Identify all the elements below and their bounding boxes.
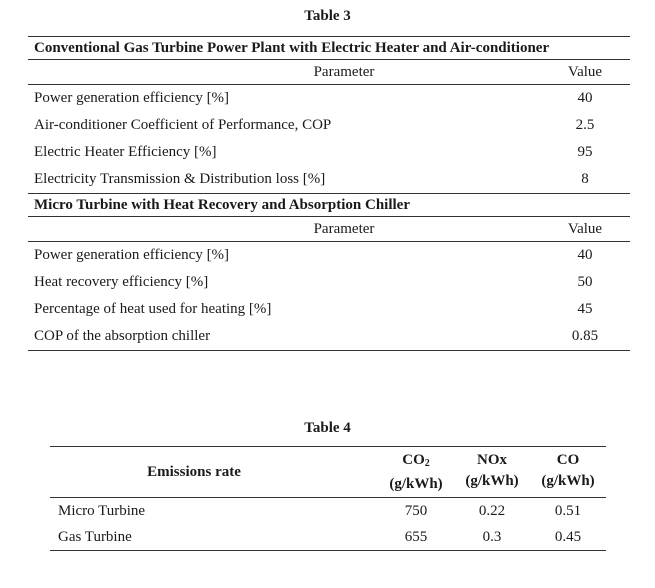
value-header: Value	[567, 220, 603, 237]
parameter-cell: COP of the absorption chiller	[34, 328, 211, 344]
table-row	[50, 498, 606, 524]
column-header-co2	[378, 447, 454, 497]
value-cell: 95	[577, 144, 593, 160]
emissions-rate-header: Emissions rate	[147, 463, 241, 480]
subscript: 2	[424, 458, 430, 469]
table-row	[28, 323, 630, 350]
value-header: Value	[567, 63, 603, 80]
table-row	[50, 524, 606, 550]
parameter-cell: Electricity Transmission & Distribution loss [%]	[34, 171, 326, 187]
section2-title: Micro Turbine with Heat Recovery and Absorption Chiller	[34, 197, 410, 213]
column-unit: (g/kWh)	[465, 473, 519, 489]
column-name: CO	[556, 452, 580, 468]
parameter-cell: Power generation efficiency [%]	[34, 90, 230, 106]
parameter-header: Parameter	[313, 63, 375, 80]
value-cell: 45	[577, 301, 593, 317]
value-cell: 50	[577, 274, 593, 290]
parameter-header: Parameter	[313, 220, 375, 237]
value-cell: 40	[577, 90, 593, 106]
parameter-cell: Air-conditioner Coefficient of Performance, COP	[34, 117, 332, 133]
value-cell: 750	[404, 502, 428, 519]
table4-header-row	[50, 447, 606, 497]
column-header-co	[530, 447, 606, 497]
table4-caption: Table 4	[304, 420, 351, 436]
value-cell: 2.5	[575, 117, 595, 133]
column-name: CO	[402, 452, 425, 468]
value-cell: 0.22	[478, 502, 506, 519]
table-row	[28, 85, 630, 112]
parameter-cell: Heat recovery efficiency [%]	[34, 274, 209, 290]
table3-caption: Table 3	[304, 8, 351, 24]
section1-header-row	[28, 60, 630, 84]
parameter-cell: Electric Heater Efficiency [%]	[34, 144, 217, 160]
table-row	[28, 139, 630, 166]
parameter-cell: Percentage of heat used for heating [%]	[34, 301, 272, 317]
table-row	[28, 242, 630, 269]
divider	[28, 350, 630, 351]
section2-header-row	[28, 217, 630, 241]
table-row	[28, 166, 630, 193]
value-cell: 0.51	[554, 502, 582, 519]
value-cell: 0.45	[554, 528, 582, 545]
divider	[50, 550, 606, 551]
parameter-cell: Power generation efficiency [%]	[34, 247, 230, 263]
value-cell: 655	[404, 528, 428, 545]
value-cell: 0.3	[482, 528, 502, 545]
section1-title: Conventional Gas Turbine Power Plant with Electric Heater and Air-conditioner	[34, 40, 550, 56]
row-label: Micro Turbine	[58, 502, 146, 519]
table4	[50, 446, 606, 551]
column-header-nox	[454, 447, 530, 497]
value-cell: 8	[581, 171, 589, 187]
value-cell: 40	[577, 247, 593, 263]
column-name: NOx	[477, 452, 507, 468]
table-row	[28, 296, 630, 323]
column-unit: (g/kWh)	[389, 476, 443, 492]
value-cell: 0.85	[571, 328, 599, 344]
table-row	[28, 269, 630, 296]
row-label: Gas Turbine	[58, 528, 132, 545]
column-unit: (g/kWh)	[541, 473, 595, 489]
table-row	[28, 112, 630, 139]
table3	[28, 36, 630, 351]
